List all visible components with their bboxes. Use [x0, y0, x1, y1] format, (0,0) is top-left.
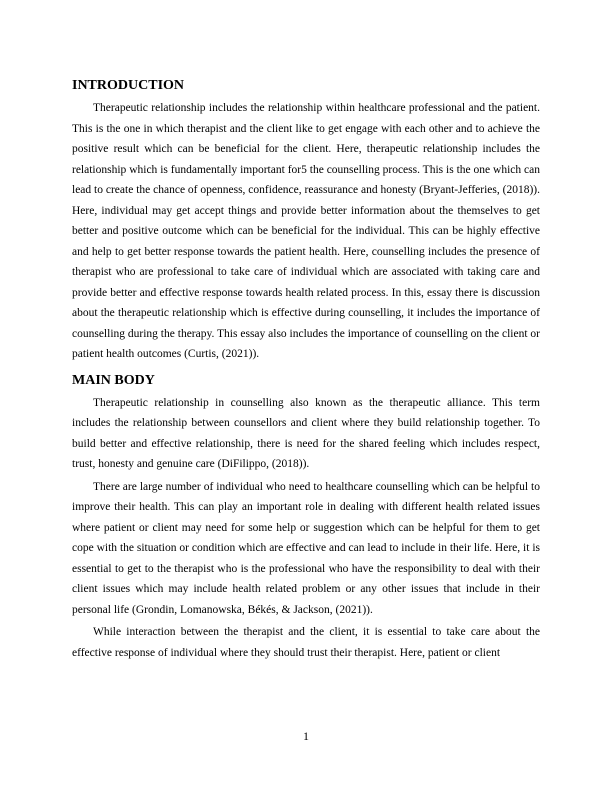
introduction-section [72, 76, 540, 365]
page-number: 1 [303, 729, 309, 743]
paragraph: There are large number of individual who need to healthcare counselling which can be helpful to improve their health. This can play an important role in dealing with different health related issues where patient or client may need for some help or suggestion which can be helpful for them to get cope with the situation or condition which are effective and can lead to include in their life. Here, it is essential to get to the therapist who is the professional who have the responsibility to deal with their client issues which may include health related problem or any other issues that include in their personal life (Grondin, Lomanowska, Békés, & Jackson, (2021)). [72, 480, 540, 616]
section-heading-main-body: MAIN BODY [72, 372, 155, 388]
document-page [72, 76, 540, 663]
paragraph: Therapeutic relationship includes the relationship within healthcare professional and the patient. This is the one in which therapist and the client like to get engage with each other and to achieve the positive result which can be beneficial for the client. Here, therapeutic relationship includes the relationship which is fundamentally important for5 the counselling process. This is the one which can lead to create the chance of openness, confidence, reassurance and honesty (Bryant-Jefferies, (2018)). Here, individual may get accept things and provide better information about the themselves to get better and positive outcome which can be beneficial for the individual. This can be highly effective and help to get better response towards the patient health. Here, counselling includes the presence of therapist who are professional to take care of individual which are associated with taking care and provide better and effective response towards health related process. In this, essay there is discussion about the therapeutic relationship which is effective during counselling, it includes the importance of counselling during the therapy. This essay also includes the importance of counselling on the client or patient health outcomes (Curtis, (2021)). [72, 102, 540, 360]
paragraph: While interaction between the therapist and the client, it is essential to take care about the effective response of individual where they should trust their therapist. Here, patient or client [72, 626, 540, 659]
main-body-section [72, 371, 540, 664]
paragraph: Therapeutic relationship in counselling also known as the therapeutic alliance. This term includes the relationship between counsellors and client where they build relationship together. To build better and effective relationship, there is need for the shared feeling which includes respect, trust, honesty and genuine care (DiFilippo, (2018)). [72, 396, 540, 470]
section-heading-introduction: INTRODUCTION [72, 78, 185, 93]
